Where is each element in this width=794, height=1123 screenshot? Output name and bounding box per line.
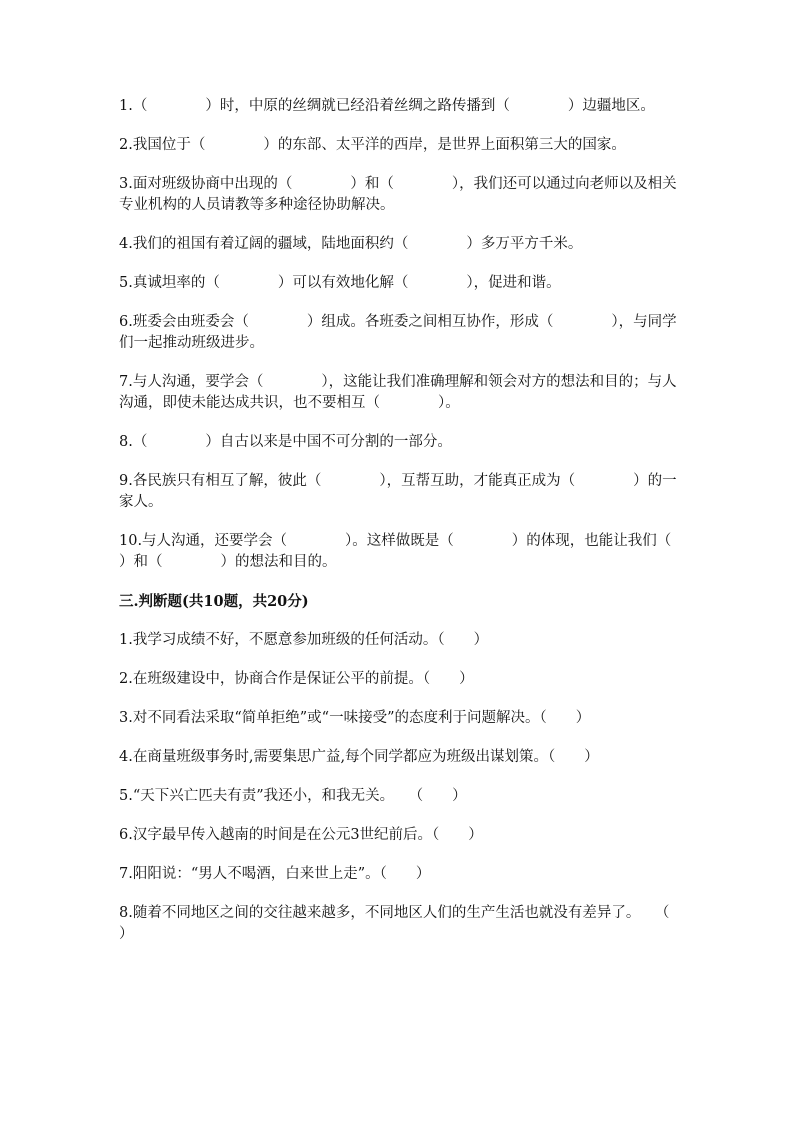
fill-in-question-8: 8.（ ）自古以来是中国不可分割的一部分。: [119, 434, 452, 450]
fill-in-question-6: 6.班委会由班委会（ ）组成。各班委之间相互协作，形成（ ），与同学们一起推动班级进步。: [119, 314, 677, 351]
judgment-question-5: 5.“天下兴亡匹夫有责”我还小，和我无关。 （ ）: [119, 788, 467, 804]
judgment-question-7: 7.阳阳说：“男人不喝酒，白来世上走”。（ ）: [119, 866, 431, 882]
section-title-judgment: 三.判断题(共10题，共20分): [119, 593, 309, 610]
judgment-question-1: 1.我学习成绩不好，不愿意参加班级的任何活动。（ ）: [119, 632, 489, 648]
judgment-question-3: 3.对不同看法采取“简单拒绝”或“一味接受”的态度利于问题解决。（ ）: [119, 710, 591, 726]
judgment-question-4: 4.在商量班级事务时,需要集思广益,每个同学都应为班级出谋划策。（ ）: [119, 749, 599, 765]
fill-in-question-9: 9.各民族只有相互了解，彼此（ ），互帮互助，才能真正成为（ ）的一家人。: [119, 473, 677, 510]
fill-in-question-3: 3.面对班级协商中出现的（ ）和（ ），我们还可以通过向老师以及相关专业机构的人员请教等多种途径协助解决。: [119, 176, 677, 213]
worksheet-page: [119, 96, 730, 963]
fill-in-question-1: 1.（ ）时，中原的丝绸就已经沿着丝绸之路传播到（ ）边疆地区。: [119, 98, 655, 114]
fill-in-question-4: 4.我们的祖国有着辽阔的疆域，陆地面积约（ ）多万平方千米。: [119, 236, 583, 252]
judgment-question-6: 6.汉字最早传入越南的时间是在公元3世纪前后。（ ）: [119, 827, 483, 843]
fill-in-question-7: 7.与人沟通，要学会（ ），这能让我们准确理解和领会对方的想法和目的；与人沟通，即使未能达成共识，也不要相互（ ）。: [119, 374, 677, 411]
judgment-question-2: 2.在班级建设中，协商合作是保证公平的前提。（ ）: [119, 671, 474, 687]
fill-in-question-5: 5.真诚坦率的（ ）可以有效地化解（ ），促进和谐。: [119, 275, 561, 291]
judgment-question-list: [119, 630, 699, 945]
fill-in-question-list: [119, 96, 730, 573]
fill-in-question-10: 10.与人沟通，还要学会（ ）。这样做既是（ ）的体现，也能让我们（ ）和（ ）的想法和目的。: [119, 533, 730, 570]
fill-in-question-2: 2.我国位于（ ）的东部、太平洋的西岸，是世界上面积第三大的国家。: [119, 137, 626, 153]
judgment-question-8: 8.随着不同地区之间的交往越来越多，不同地区人们的生产生活也就没有差异了。 （ ）: [119, 905, 699, 942]
